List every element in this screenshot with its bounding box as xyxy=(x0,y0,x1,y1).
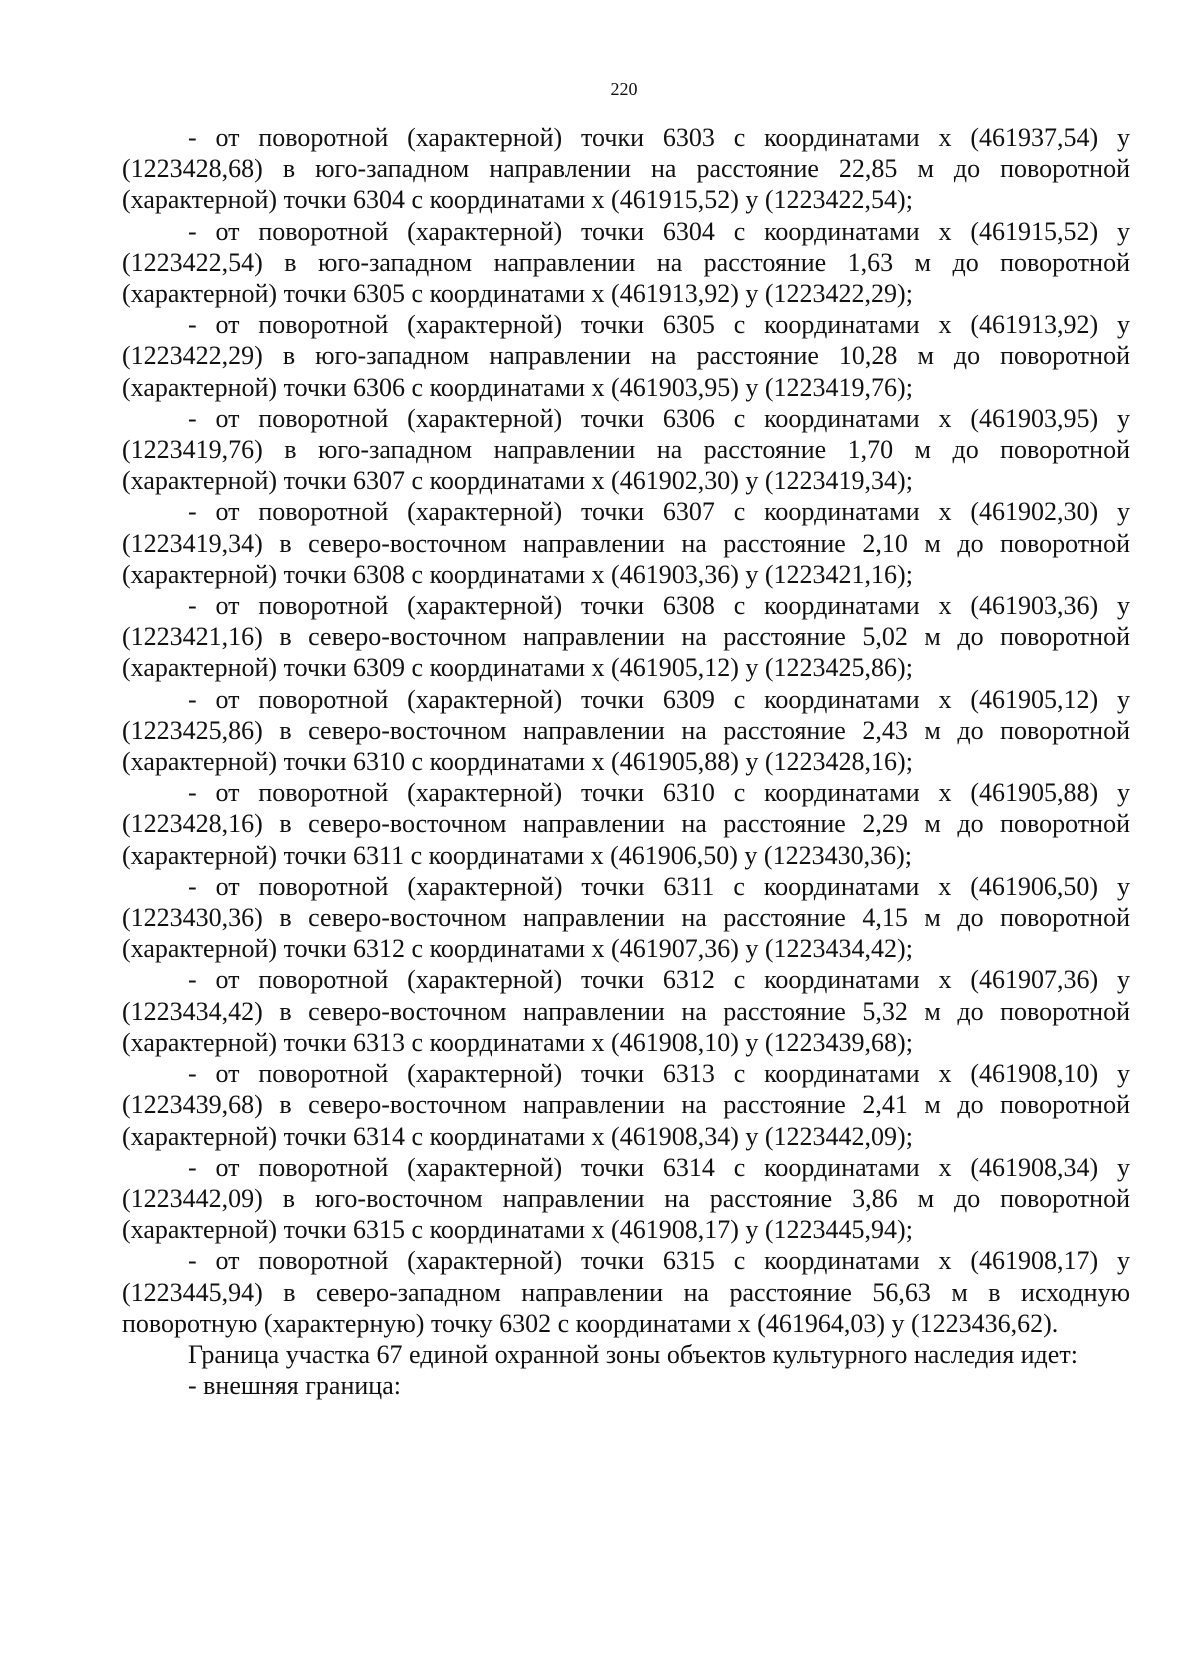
paragraph-9: - от поворотной (характерной) точки 6311 с координатами х (461906,50) у (1223430,36) в северо-восточном направлении на расстояние 4,15 м до поворотной (характерной) точки 6312 с координатами х (461907,36) у (1223434,42); xyxy=(122,871,1130,964)
document-body xyxy=(122,122,1130,1401)
paragraph-2: - от поворотной (характерной) точки 6304 с координатами х (461915,52) у (1223422,54) в юго-западном направлении на расстояние 1,63 м до поворотной (характерной) точки 6305 с координатами х (461913,92) у (1223422,29); xyxy=(122,216,1130,309)
page-number: 220 xyxy=(610,79,638,99)
paragraph-1: - от поворотной (характерной) точки 6303 с координатами х (461937,54) у (1223428,68) в юго-западном направлении на расстояние 22,85 м до поворотной (характерной) точки 6304 с координатами х (461915,52) у (1223422,54); xyxy=(122,123,1130,215)
paragraph-6: - от поворотной (характерной) точки 6308 с координатами х (461903,36) у (1223421,16) в северо-восточном направлении на расстояние 5,02 м до поворотной (характерной) точки 6309 с координатами х (461905,12) у (1223425,86); xyxy=(122,591,1130,683)
paragraph-7: - от поворотной (характерной) точки 6309 с координатами х (461905,12) у (1223425,86) в северо-восточном направлении на расстояние 2,43 м до поворотной (характерной) точки 6310 с координатами х (461905,88) у (1223428,16); xyxy=(122,684,1130,777)
paragraph-11: - от поворотной (характерной) точки 6313 с координатами х (461908,10) у (1223439,68) в северо-восточном направлении на расстояние 2,41 м до поворотной (характерной) точки 6314 с координатами х (461908,34) у (1223442,09); xyxy=(122,1059,1130,1151)
paragraph-3: - от поворотной (характерной) точки 6305 с координатами х (461913,92) у (1223422,29) в юго-западном направлении на расстояние 10,28 м до поворотной (характерной) точки 6306 с координатами х (461903,95) у (1223419,76); xyxy=(122,310,1130,402)
paragraph-12: - от поворотной (характерной) точки 6314 с координатами х (461908,34) у (1223442,09) в юго-восточном направлении на расстояние 3,86 м до поворотной (характерной) точки 6315 с координатами х (461908,17) у (1223445,94); xyxy=(122,1152,1130,1245)
paragraph-boundary-intro: Граница участка 67 единой охранной зоны объектов культурного наследия идет: xyxy=(188,1339,1078,1369)
paragraph-8: - от поворотной (характерной) точки 6310 с координатами х (461905,88) у (1223428,16) в северо-восточном направлении на расстояние 2,29 м до поворотной (характерной) точки 6311 с координатами х (461906,50) у (1223430,36); xyxy=(122,778,1130,870)
paragraph-13: - от поворотной (характерной) точки 6315 с координатами х (461908,17) у (1223445,94) в северо-западном направлении на расстояние 56,63 м в исходную поворотную (характерную) точку 6302 с координатами х (461964,03) у (1223436,62). xyxy=(122,1246,1130,1338)
paragraph-4: - от поворотной (характерной) точки 6306 с координатами х (461903,95) у (1223419,76) в юго-западном направлении на расстояние 1,70 м до поворотной (характерной) точки 6307 с координатами х (461902,30) у (1223419,34); xyxy=(122,403,1130,496)
paragraph-10: - от поворотной (характерной) точки 6312 с координатами х (461907,36) у (1223434,42) в северо-восточном направлении на расстояние 5,32 м до поворотной (характерной) точки 6313 с координатами х (461908,10) у (1223439,68); xyxy=(122,965,1130,1057)
paragraph-5: - от поворотной (характерной) точки 6307 с координатами х (461902,30) у (1223419,34) в северо-восточном направлении на расстояние 2,10 м до поворотной (характерной) точки 6308 с координатами х (461903,36) у (1223421,16); xyxy=(122,497,1130,589)
paragraph-outer-boundary: - внешняя граница: xyxy=(188,1371,401,1401)
